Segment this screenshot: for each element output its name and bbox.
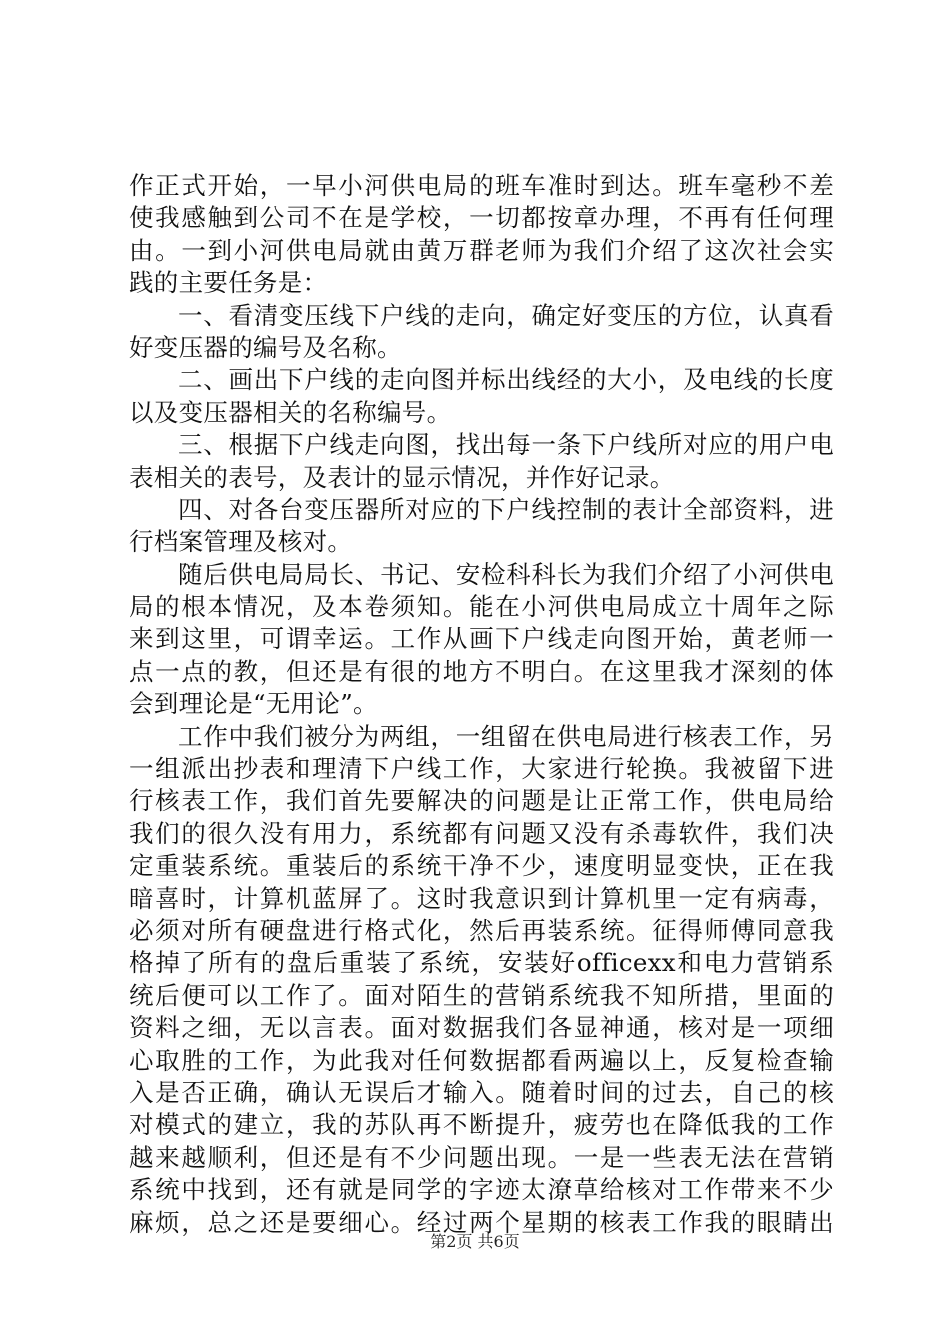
text-line: 行核表工作，我们首先要解决的问题是让正常工作，供电局给 bbox=[129, 786, 834, 816]
text-line: 四、对各台变压器所对应的下户线控制的表计全部资料，进 bbox=[178, 494, 834, 524]
text-line: 资料之细，无以言表。面对数据我们各显神通，核对是一项细 bbox=[129, 1013, 834, 1043]
text-line: 一、看清变压线下户线的走向，确定好变压的方位，认真看 bbox=[178, 300, 834, 330]
text-line: 作正式开始，一早小河供电局的班车准时到达。班车毫秒不差 bbox=[129, 171, 834, 200]
text-line: 随后供电局局长、书记、安检科科长为我们介绍了小河供电 bbox=[178, 559, 834, 589]
text-line: 心取胜的工作，为此我对任何数据都看两遍以上，反复检查输 bbox=[129, 1045, 834, 1075]
text-line: 暗喜时，计算机蓝屏了。这时我意识到计算机里一定有病毒， bbox=[129, 883, 834, 913]
text-line: 会到理论是“无用论”。 bbox=[129, 689, 378, 719]
text-line: 好变压器的编号及名称。 bbox=[129, 332, 402, 362]
text-line: 一组派出抄表和理清下户线工作，大家进行轮换。我被留下进 bbox=[129, 754, 834, 784]
text-line: 格掉了所有的盘后重装了系统，安装好officexx和电力营销系 bbox=[129, 948, 834, 978]
text-line: 越来越顺利，但还是有不少问题出现。一是一些表无法在营销 bbox=[129, 1142, 834, 1172]
document-body bbox=[129, 170, 834, 1239]
text-line: 必须对所有硬盘进行格式化，然后再装系统。征得师傅同意我 bbox=[129, 915, 834, 945]
text-line: 二、画出下户线的走向图并标出线经的大小，及电线的长度 bbox=[178, 365, 834, 395]
text-line: 定重装系统。重装后的系统干净不少，速度明显变快，正在我 bbox=[129, 851, 834, 881]
text-line: 系统中找到，还有就是同学的字迹太潦草给核对工作带来不少 bbox=[129, 1175, 834, 1205]
text-line: 三、根据下户线走向图，找出每一条下户线所对应的用户电 bbox=[178, 430, 834, 460]
text-line: 对模式的建立，我的苏队再不断提升，疲劳也在降低我的工作 bbox=[129, 1110, 834, 1140]
text-line: 我们的很久没有用力，系统都有问题又没有杀毒软件，我们决 bbox=[129, 818, 834, 848]
page-footer bbox=[0, 1232, 950, 1252]
text-line: 统后便可以工作了。面对陌生的营销系统我不知所措，里面的 bbox=[129, 980, 834, 1010]
page-number: 第2页 共6页 bbox=[430, 1232, 520, 1251]
text-line: 麻烦，总之还是要细心。经过两个星期的核表工作我的眼睛出 bbox=[129, 1207, 834, 1237]
text-line: 点一点的教，但还是有很的地方不明白。在这里我才深刻的体 bbox=[129, 656, 834, 686]
text-line: 使我感触到公司不在是学校，一切都按章办理，不再有任何理 bbox=[129, 203, 834, 233]
text-line: 局的根本情况，及本卷须知。能在小河供电局成立十周年之际 bbox=[129, 592, 834, 622]
text-line: 由。一到小河供电局就由黄万群老师为我们介绍了这次社会实 bbox=[129, 235, 834, 265]
text-line: 入是否正确，确认无误后才输入。随着时间的过去，自己的核 bbox=[129, 1077, 834, 1107]
text-line: 来到这里，可谓幸运。工作从画下户线走向图开始，黄老师一 bbox=[129, 624, 834, 654]
text-line: 行档案管理及核对。 bbox=[129, 527, 353, 557]
text-line: 表相关的表号，及表计的显示情况，并作好记录。 bbox=[129, 462, 675, 492]
text-line: 以及变压器相关的名称编号。 bbox=[129, 397, 452, 427]
text-line: 工作中我们被分为两组，一组留在供电局进行核表工作，另 bbox=[178, 721, 834, 751]
text-line: 践的主要任务是： bbox=[129, 268, 328, 298]
